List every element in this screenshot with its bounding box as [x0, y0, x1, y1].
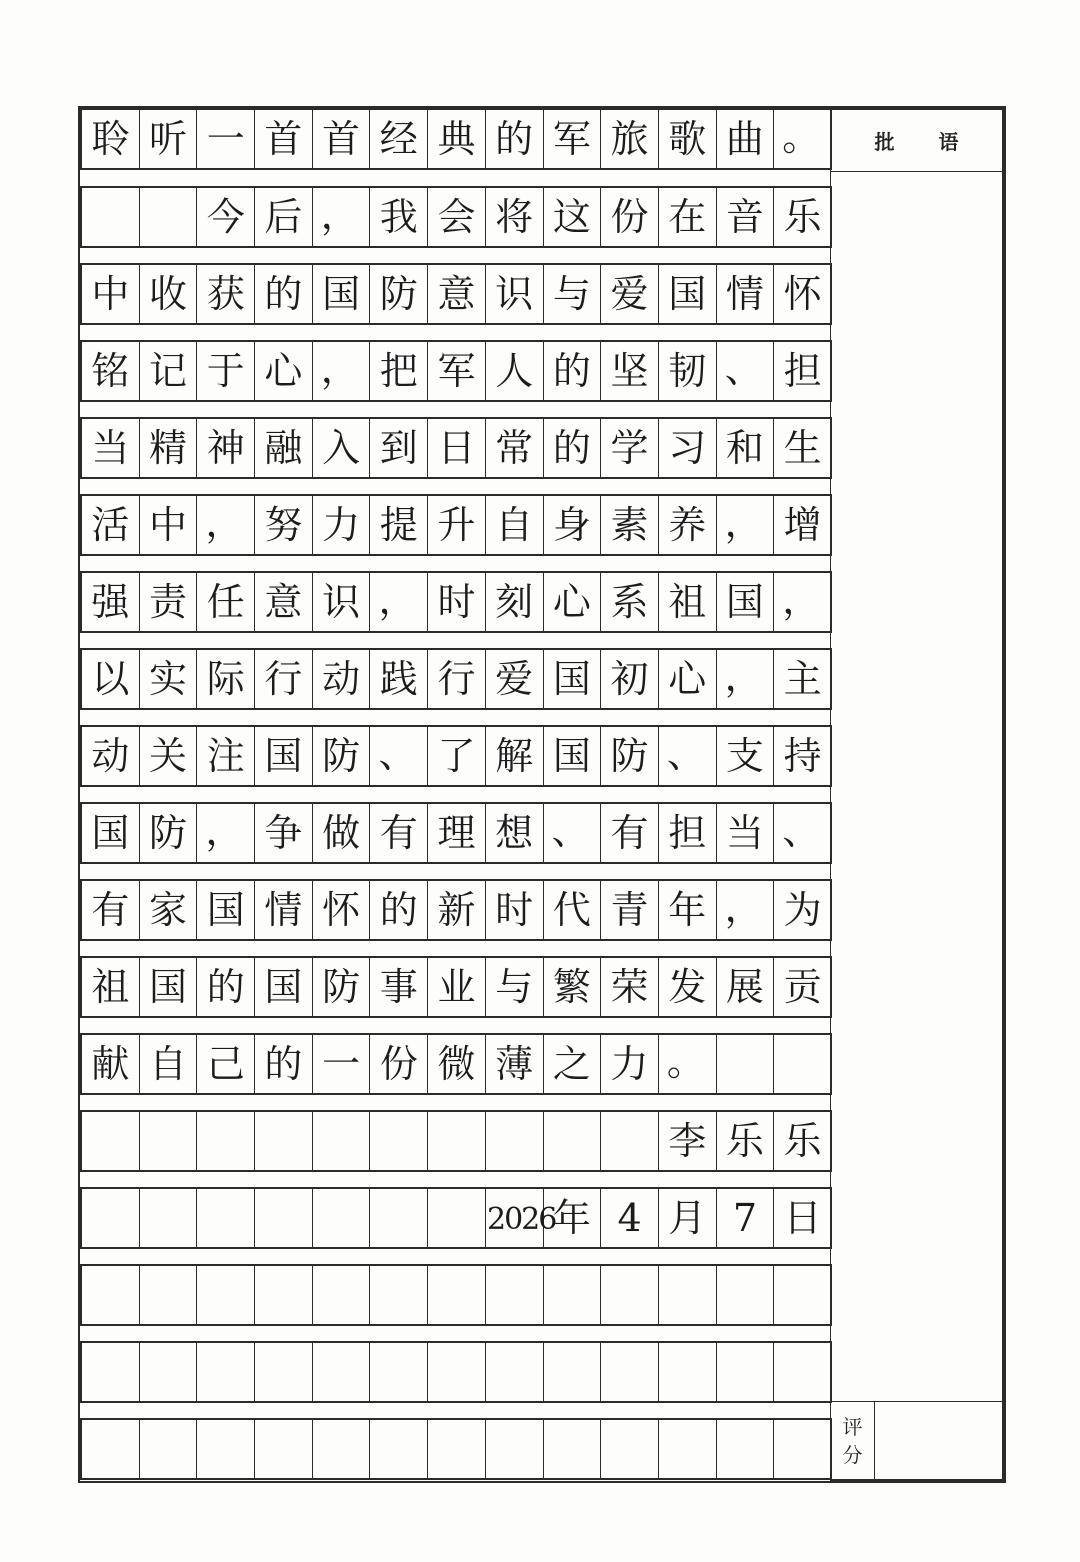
grid-row [80, 802, 832, 864]
score-box [831, 1401, 1002, 1479]
grid-row [80, 571, 832, 633]
grid-cell [428, 1420, 486, 1478]
grid-cell [601, 1343, 659, 1401]
grid-cell: 精 [140, 419, 198, 477]
grid-cell: 发 [659, 958, 717, 1016]
grid-cell: 我 [370, 188, 428, 246]
grid-cell: 的 [255, 1035, 313, 1093]
grid-cell [717, 1266, 775, 1324]
grid-cell: 国 [140, 958, 198, 1016]
grid-cell [313, 1189, 371, 1247]
grid-cell [82, 1420, 140, 1478]
grid-cell [544, 1343, 602, 1401]
grid-cell: ， [717, 881, 775, 939]
grid-cell: 李 [659, 1112, 717, 1170]
grid-cell: 行 [255, 650, 313, 708]
grid-cell [428, 1112, 486, 1170]
grid-cell: 份 [601, 188, 659, 246]
grid-cell: 家 [140, 881, 198, 939]
grid-cell [255, 1420, 313, 1478]
grid-cell [197, 1266, 255, 1324]
grid-cell: 支 [717, 727, 775, 785]
grid-cell: 、 [717, 342, 775, 400]
grid-row [80, 956, 832, 1018]
grid-cell [140, 1266, 198, 1324]
grid-cell: 的 [544, 419, 602, 477]
grid-cell: 担 [659, 804, 717, 862]
grid-cell: 践 [370, 650, 428, 708]
grid-cell [82, 188, 140, 246]
grid-cell: 爱 [601, 265, 659, 323]
grid-cell: 融 [255, 419, 313, 477]
grid-cell: 增 [774, 496, 832, 554]
grid-cell: 有 [370, 804, 428, 862]
grid-cell: 微 [428, 1035, 486, 1093]
grid-cell: 旅 [601, 110, 659, 168]
grid-row [80, 1264, 832, 1326]
grid-cell: 事 [370, 958, 428, 1016]
grid-cell: 在 [659, 188, 717, 246]
grid-cell: 年 [544, 1189, 602, 1247]
grid-row [80, 186, 832, 248]
grid-row [80, 1187, 832, 1249]
grid-cell: 任 [197, 573, 255, 631]
grid-cell [82, 1189, 140, 1247]
grid-cell: 怀 [774, 265, 832, 323]
grid-cell: 做 [313, 804, 371, 862]
grid-cell: 展 [717, 958, 775, 1016]
grid-cell: 的 [255, 265, 313, 323]
grid-cell [82, 1343, 140, 1401]
grid-cell: 将 [486, 188, 544, 246]
grid-cell: 记 [140, 342, 198, 400]
grid-cell: 防 [370, 265, 428, 323]
grid-cell: 经 [370, 110, 428, 168]
grid-cell: ， [717, 496, 775, 554]
grid-cell [313, 1266, 371, 1324]
grid-cell: 祖 [659, 573, 717, 631]
grid-cell: 升 [428, 496, 486, 554]
grid-cell: 繁 [544, 958, 602, 1016]
grid-cell: 自 [140, 1035, 198, 1093]
grid-cell: 中 [140, 496, 198, 554]
grid-row [80, 1418, 832, 1480]
grid-cell: 祖 [82, 958, 140, 1016]
grid-cell: 努 [255, 496, 313, 554]
grid-cell: 识 [313, 573, 371, 631]
grid-cell: 身 [544, 496, 602, 554]
grid-cell: 4 [601, 1189, 659, 1247]
grid-cell: 铭 [82, 342, 140, 400]
grid-cell: 注 [197, 727, 255, 785]
grid-cell: 当 [717, 804, 775, 862]
grid-row [80, 263, 832, 325]
grid-cell [659, 1343, 717, 1401]
grid-cell: 国 [197, 881, 255, 939]
score-label [831, 1402, 875, 1479]
grid-cell: 国 [82, 804, 140, 862]
grid-cell: 坚 [601, 342, 659, 400]
grid-cell [544, 1266, 602, 1324]
grid-cell: 提 [370, 496, 428, 554]
grid-cell: 军 [544, 110, 602, 168]
grid-cell: 动 [313, 650, 371, 708]
grid-cell: 力 [313, 496, 371, 554]
grid-cell: ， [717, 650, 775, 708]
grid-cell: 意 [255, 573, 313, 631]
grid-cell: 份 [370, 1035, 428, 1093]
grid-cell [82, 1112, 140, 1170]
grid-cell: 之 [544, 1035, 602, 1093]
grid-row [80, 648, 832, 710]
grid-cell [717, 1420, 775, 1478]
grid-cell: 曲 [717, 110, 775, 168]
grid-cell: 际 [197, 650, 255, 708]
grid-cell: 这 [544, 188, 602, 246]
grid-cell: 和 [717, 419, 775, 477]
grid-cell [255, 1266, 313, 1324]
grid-row [80, 108, 832, 170]
grid-cell: 国 [544, 727, 602, 785]
grid-cell [313, 1420, 371, 1478]
grid-cell: 乐 [774, 1112, 832, 1170]
grid-cell: ， [313, 188, 371, 246]
grid-cell: ， [197, 804, 255, 862]
grid-cell: 收 [140, 265, 198, 323]
side-panel [830, 108, 1004, 1481]
grid-row [80, 494, 832, 556]
grid-cell: 心 [544, 573, 602, 631]
grid-cell: 乐 [774, 188, 832, 246]
grid-cell: 活 [82, 496, 140, 554]
grid-cell: 。 [774, 110, 832, 168]
grid-cell: 国 [717, 573, 775, 631]
grid-row [80, 417, 832, 479]
grid-cell: 军 [428, 342, 486, 400]
grid-cell [140, 1343, 198, 1401]
grid-cell: 一 [197, 110, 255, 168]
grid-cell: 听 [140, 110, 198, 168]
grid-cell: 以 [82, 650, 140, 708]
grid-cell [140, 1112, 198, 1170]
grid-cell [486, 1112, 544, 1170]
grid-cell: 关 [140, 727, 198, 785]
grid-cell: 代 [544, 881, 602, 939]
grid-cell: 当 [82, 419, 140, 477]
grid-cell [255, 1343, 313, 1401]
grid-cell: 力 [601, 1035, 659, 1093]
comment-label-char-2: 语 [938, 130, 959, 154]
grid-cell [82, 1266, 140, 1324]
grid-cell: 系 [601, 573, 659, 631]
grid-cell: 与 [544, 265, 602, 323]
grid-cell: 音 [717, 188, 775, 246]
grid-cell: 的 [370, 881, 428, 939]
grid-cell [370, 1189, 428, 1247]
grid-cell: 有 [601, 804, 659, 862]
grid-cell [197, 1343, 255, 1401]
grid-cell: 韧 [659, 342, 717, 400]
grid-cell: 会 [428, 188, 486, 246]
grid-cell: 解 [486, 727, 544, 785]
grid-cell: ， [197, 496, 255, 554]
grid-cell [601, 1420, 659, 1478]
grid-row [80, 1033, 832, 1095]
grid-cell [428, 1343, 486, 1401]
grid-cell: 新 [428, 881, 486, 939]
grid-cell: 获 [197, 265, 255, 323]
date-year: 2026 [487, 1202, 556, 1237]
grid-cell: 。 [659, 1035, 717, 1093]
grid-cell: 识 [486, 265, 544, 323]
grid-cell: 、 [659, 727, 717, 785]
grid-cell: 怀 [313, 881, 371, 939]
grid-cell [370, 1112, 428, 1170]
grid-cell: 意 [428, 265, 486, 323]
grid-cell [601, 1112, 659, 1170]
grid-cell: 常 [486, 419, 544, 477]
grid-cell: 责 [140, 573, 198, 631]
grid-cell [774, 1035, 832, 1093]
grid-cell: 了 [428, 727, 486, 785]
grid-cell: 的 [197, 958, 255, 1016]
grid-cell: 、 [370, 727, 428, 785]
grid-cell [140, 1189, 198, 1247]
grid-cell: 行 [428, 650, 486, 708]
grid-row [80, 1341, 832, 1403]
grid-cell [774, 1420, 832, 1478]
grid-cell: 心 [659, 650, 717, 708]
grid-cell: 把 [370, 342, 428, 400]
comment-header [831, 110, 1002, 172]
grid-cell: 防 [140, 804, 198, 862]
grid-cell: 今 [197, 188, 255, 246]
grid-cell [486, 1420, 544, 1478]
grid-cell: 首 [255, 110, 313, 168]
grid-cell [774, 1266, 832, 1324]
grid-cell [601, 1266, 659, 1324]
grid-cell [370, 1343, 428, 1401]
grid-cell [255, 1112, 313, 1170]
grid-cell: 时 [486, 881, 544, 939]
grid-cell: 想 [486, 804, 544, 862]
grid-cell: 典 [428, 110, 486, 168]
grid-cell: 有 [82, 881, 140, 939]
grid-cell: 防 [313, 727, 371, 785]
grid-cell: 月 [659, 1189, 717, 1247]
grid-cell: 年 [659, 881, 717, 939]
grid-cell [428, 1266, 486, 1324]
grid-row [80, 725, 832, 787]
grid-cell: 强 [82, 573, 140, 631]
grid-cell: 养 [659, 496, 717, 554]
grid-cell: 国 [255, 958, 313, 1016]
grid-cell: ， [370, 573, 428, 631]
grid-cell: 荣 [601, 958, 659, 1016]
grid-cell: 献 [82, 1035, 140, 1093]
grid-cell [544, 1112, 602, 1170]
grid-cell [313, 1343, 371, 1401]
grid-cell: 薄 [486, 1035, 544, 1093]
grid-cell: 神 [197, 419, 255, 477]
grid-cell: 爱 [486, 650, 544, 708]
grid-cell: 时 [428, 573, 486, 631]
grid-cell [717, 1343, 775, 1401]
grid-cell: 青 [601, 881, 659, 939]
score-label-char-1: 评 [842, 1414, 863, 1439]
grid-cell: 防 [313, 958, 371, 1016]
grid-cell: 争 [255, 804, 313, 862]
grid-cell: 情 [255, 881, 313, 939]
grid-cell [313, 1112, 371, 1170]
grid-row [80, 1110, 832, 1172]
grid-cell: 担 [774, 342, 832, 400]
grid-cell: 人 [486, 342, 544, 400]
grid-cell [486, 1343, 544, 1401]
grid-cell: 素 [601, 496, 659, 554]
grid-cell: 乐 [717, 1112, 775, 1170]
grid-cell [774, 1343, 832, 1401]
grid-cell: 中 [82, 265, 140, 323]
grid-cell: 、 [544, 804, 602, 862]
score-label-char-2: 分 [842, 1442, 863, 1467]
grid-cell: 情 [717, 265, 775, 323]
grid-cell [255, 1189, 313, 1247]
grid-cell: 持 [774, 727, 832, 785]
grid-cell [486, 1266, 544, 1324]
grid-cell [659, 1266, 717, 1324]
grid-cell: 国 [544, 650, 602, 708]
grid-cell: 的 [544, 342, 602, 400]
grid-cell: 初 [601, 650, 659, 708]
grid-cell: 生 [774, 419, 832, 477]
grid-cell: 国 [255, 727, 313, 785]
grid-cell: 日 [428, 419, 486, 477]
grid-cell: 动 [82, 727, 140, 785]
grid-cell: 己 [197, 1035, 255, 1093]
grid-cell: 主 [774, 650, 832, 708]
grid-cell [370, 1420, 428, 1478]
grid-cell [197, 1112, 255, 1170]
grid-cell: 首 [313, 110, 371, 168]
grid-cell [197, 1420, 255, 1478]
grid-cell [659, 1420, 717, 1478]
grid-cell: 为 [774, 881, 832, 939]
grid-cell [428, 1189, 486, 1247]
grid-cell: 国 [659, 265, 717, 323]
grid-cell: 业 [428, 958, 486, 1016]
grid-cell: 歌 [659, 110, 717, 168]
comment-label-char-1: 批 [874, 130, 895, 154]
grid-cell [544, 1420, 602, 1478]
grid-cell: 理 [428, 804, 486, 862]
grid-cell: 贡 [774, 958, 832, 1016]
grid-cell: 一 [313, 1035, 371, 1093]
grid-cell: 入 [313, 419, 371, 477]
grid-cell: 后 [255, 188, 313, 246]
grid-cell: 与 [486, 958, 544, 1016]
grid-row [80, 879, 832, 941]
grid-cell: 聆 [82, 110, 140, 168]
grid-cell: 自 [486, 496, 544, 554]
grid-cell: 于 [197, 342, 255, 400]
grid-cell [717, 1035, 775, 1093]
grid-cell: 实 [140, 650, 198, 708]
grid-cell [140, 1420, 198, 1478]
grid-cell: 学 [601, 419, 659, 477]
grid-cell [140, 188, 198, 246]
grid-cell: ， [313, 342, 371, 400]
grid-cell: 刻 [486, 573, 544, 631]
grid-cell: 7 [717, 1189, 775, 1247]
grid-cell: 到 [370, 419, 428, 477]
grid-cell: 日 [774, 1189, 832, 1247]
grid-row [80, 340, 832, 402]
grid-cell: 、 [774, 804, 832, 862]
grid-cell: 国 [313, 265, 371, 323]
grid-cell: 习 [659, 419, 717, 477]
grid-cell [197, 1189, 255, 1247]
grid-cell: 的 [486, 110, 544, 168]
grid-cell: 心 [255, 342, 313, 400]
grid-cell: ， [774, 573, 832, 631]
grid-cell: 防 [601, 727, 659, 785]
grid-cell [370, 1266, 428, 1324]
